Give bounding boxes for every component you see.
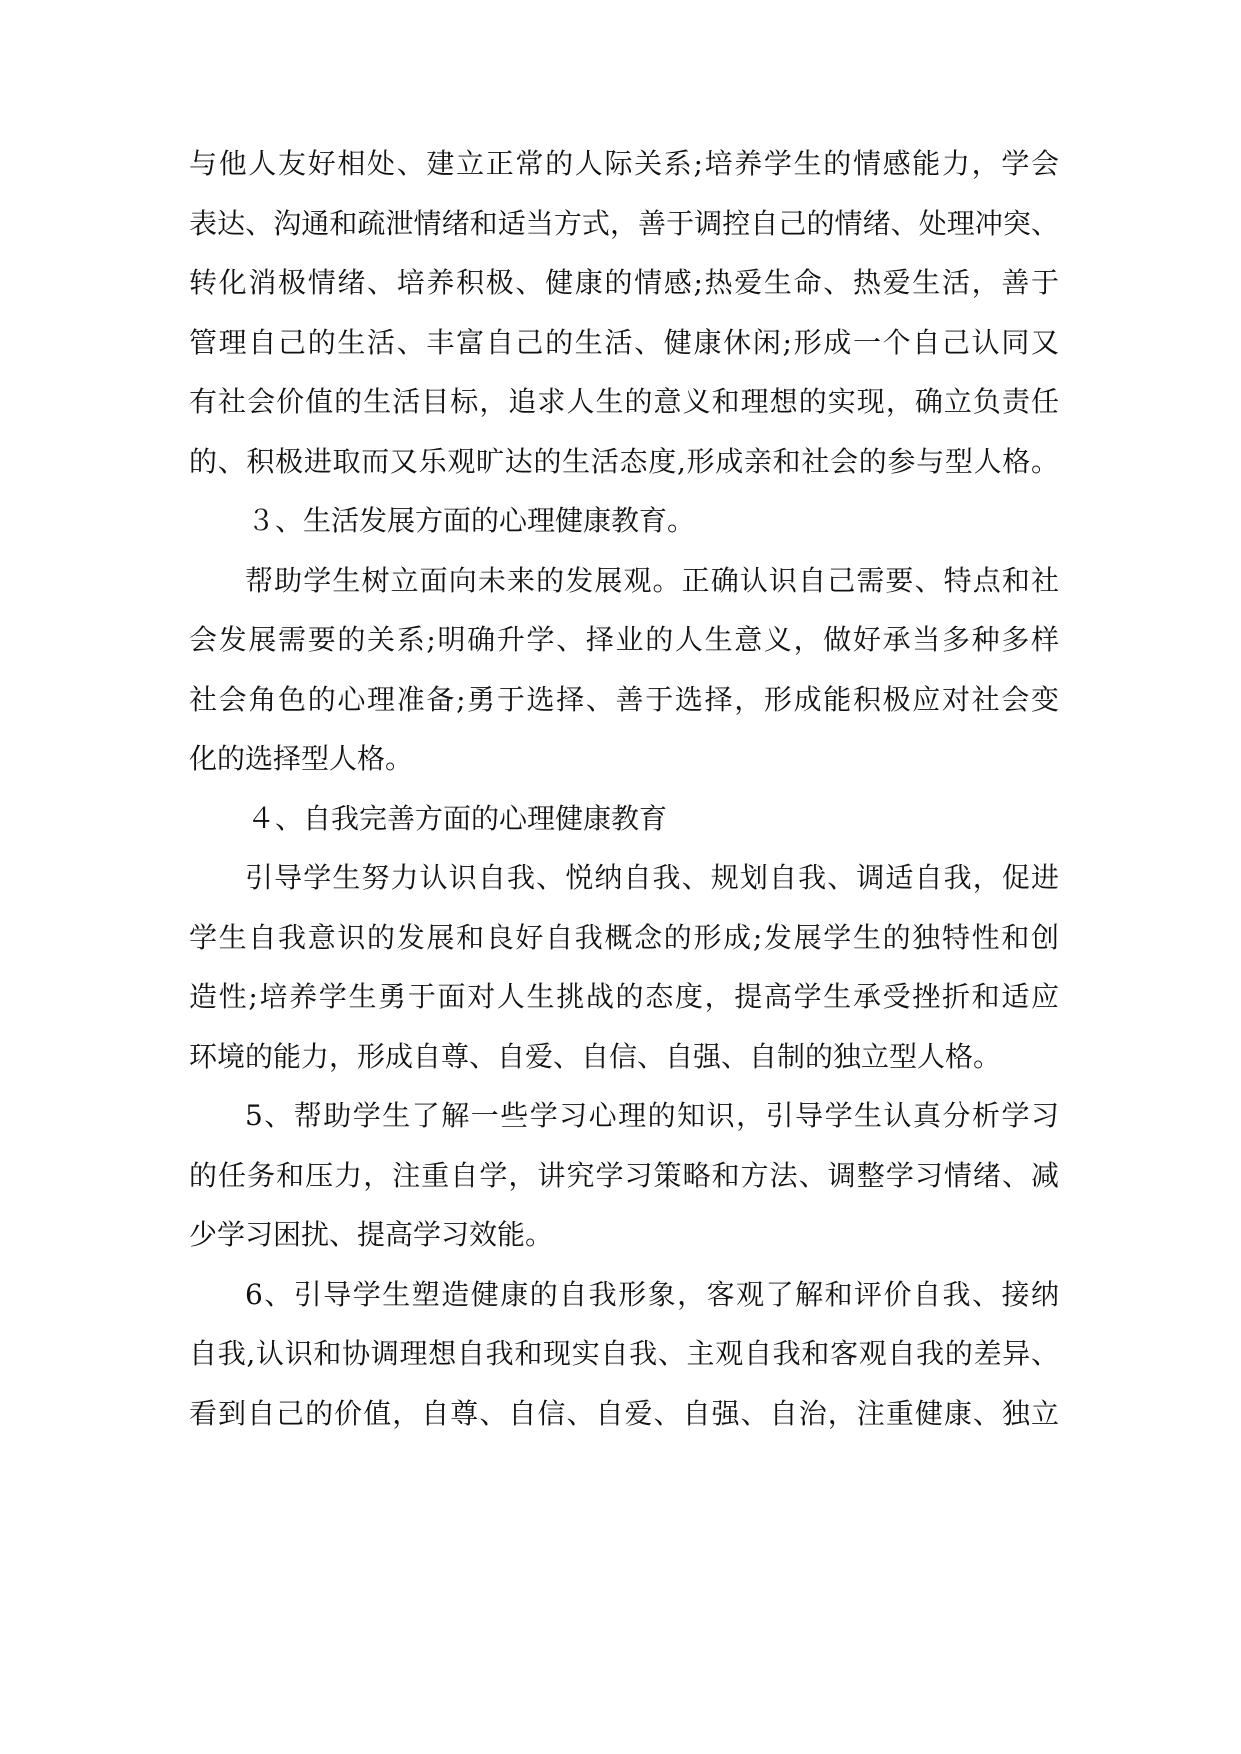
paragraph-first-line: 6、引导学生塑造健康的自我形象，客观了解和评价自我、接纳 (245, 1278, 1059, 1311)
paragraph-first-line: 引导学生努力认识自我、悦纳自我、规划自我、调适自我，促进 (245, 861, 1059, 894)
text-line: 有社会价值的生活目标，追求人生的意义和理想的实现，确立负责任 (189, 385, 1059, 418)
text-line: 管理自己的生活、丰富自己的生活、健康休闲;形成一个自己认同又 (189, 326, 1059, 359)
text-line: 与他人友好相处、建立正常的人际关系;培养学生的情感能力，学会 (189, 147, 1059, 180)
text-line: 学生自我意识的发展和良好自我概念的形成;发展学生的独特性和创 (189, 921, 1059, 954)
text-line: 少学习困扰、提高学习效能。 (189, 1218, 554, 1251)
section-heading: ３、生活发展方面的心理健康教育。 (247, 504, 696, 537)
text-line: 造性;培养学生勇于面对人生挑战的态度，提高学生承受挫折和适应 (189, 980, 1059, 1013)
text-line: 看到自己的价值，自尊、自信、自爱、自强、自治，注重健康、独立 (189, 1397, 1059, 1430)
text-line: 会发展需要的关系;明确升学、择业的人生意义，做好承当多种多样 (189, 623, 1059, 656)
paragraph-first-line: 帮助学生树立面向未来的发展观。正确认识自己需要、特点和社 (245, 564, 1059, 597)
text-line: 的、积极进取而又乐观旷达的生活态度,形成亲和社会的参与型人格。 (189, 445, 1059, 478)
text-line: 表达、沟通和疏泄情绪和适当方式，善于调控自己的情绪、处理冲突、 (189, 207, 1059, 240)
section-heading: ４、自我完善方面的心理健康教育 (247, 802, 668, 835)
text-line: 社会角色的心理准备;勇于选择、善于选择，形成能积极应对社会变 (189, 683, 1059, 716)
text-line: 环境的能力，形成自尊、自爱、自信、自强、自制的独立型人格。 (189, 1040, 1002, 1073)
text-line: 的任务和压力，注重自学，讲究学习策略和方法、调整学习情绪、减 (189, 1159, 1059, 1192)
paragraph-first-line: 5、帮助学生了解一些学习心理的知识，引导学生认真分析学习 (245, 1099, 1059, 1132)
text-line: 转化消极情绪、培养积极、健康的情感;热爱生命、热爱生活，善于 (189, 266, 1059, 299)
text-line: 化的选择型人格。 (189, 742, 414, 775)
text-line: 自我,认识和协调理想自我和现实自我、主观自我和客观自我的差异、 (189, 1337, 1059, 1370)
